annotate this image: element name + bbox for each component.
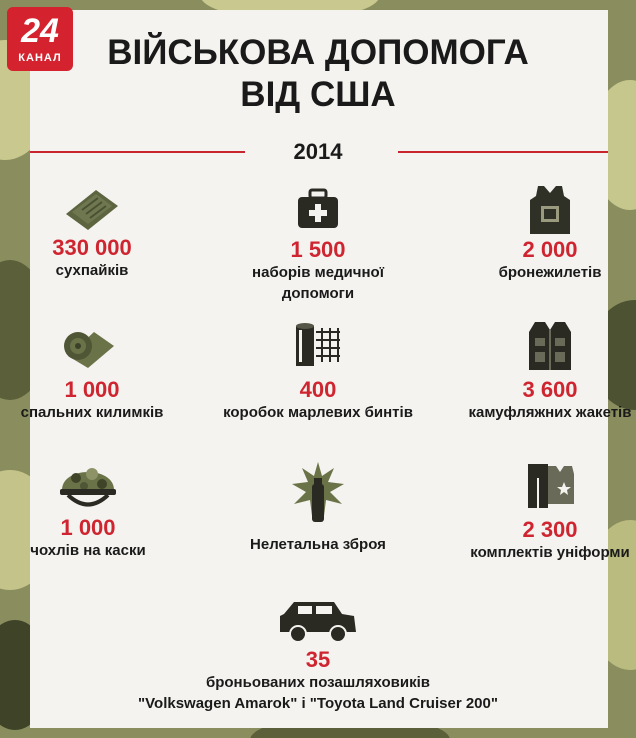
item-label-line2: "Volkswagen Amarok" і "Toyota Land Cruiser 200" <box>138 695 498 712</box>
item-label: Нелетальна зброя <box>250 536 386 553</box>
item-armored-suvs <box>60 600 576 714</box>
year-label: 2014 <box>293 139 343 164</box>
item-label: бронежилетів <box>498 264 602 281</box>
body-armor-icon <box>528 184 572 236</box>
item-value: 2 300 <box>522 517 578 542</box>
item-value: 3 600 <box>522 377 578 402</box>
item-label: чохлів на каски <box>30 542 146 559</box>
item-sleeping-mats <box>0 322 192 423</box>
item-label: сухпайків <box>55 262 129 279</box>
item-camo-jackets <box>450 320 636 423</box>
gauze-bandage-icon <box>292 320 344 372</box>
logo-number: 24 <box>21 12 59 50</box>
page-title-line2: ВІД США <box>240 75 396 114</box>
item-value: 2 000 <box>522 237 578 262</box>
item-label: камуфляжних жакетів <box>468 404 632 421</box>
first-aid-kit-icon <box>295 186 341 232</box>
page-title-line1: ВІЙСЬКОВА ДОПОМОГА <box>107 33 529 72</box>
item-label: комплектів уніформи <box>470 544 630 561</box>
item-label: коробок марлевих бинтів <box>223 404 413 421</box>
year-divider <box>0 139 636 165</box>
item-label-line1: броньованих позашляховиків <box>205 674 431 691</box>
item-label: спальних килимків <box>20 404 164 421</box>
item-medical-kits <box>218 186 418 304</box>
item-nonlethal-weapons <box>218 462 418 555</box>
logo-text: КАНАЛ <box>18 52 62 64</box>
ration-pack-icon <box>62 184 122 236</box>
item-value: 35 <box>305 647 331 672</box>
item-value: 330 000 <box>52 235 132 260</box>
uniform-icon <box>524 460 576 512</box>
item-label: наборів медичної допомоги <box>252 264 384 302</box>
item-rations <box>0 184 192 281</box>
item-helmet-covers <box>0 456 188 561</box>
item-bandages <box>218 320 418 423</box>
camo-jacket-icon <box>527 320 573 372</box>
sleeping-mat-icon <box>64 322 120 370</box>
item-value: 1 000 <box>64 377 120 402</box>
item-value: 1 500 <box>290 237 346 262</box>
item-value: 1 000 <box>60 515 116 540</box>
item-uniforms <box>450 460 636 563</box>
helmet-icon <box>58 456 118 514</box>
suv-icon <box>278 600 358 644</box>
nonlethal-weapon-icon <box>290 462 346 524</box>
item-value: 400 <box>299 377 337 402</box>
item-body-armor <box>450 184 636 283</box>
